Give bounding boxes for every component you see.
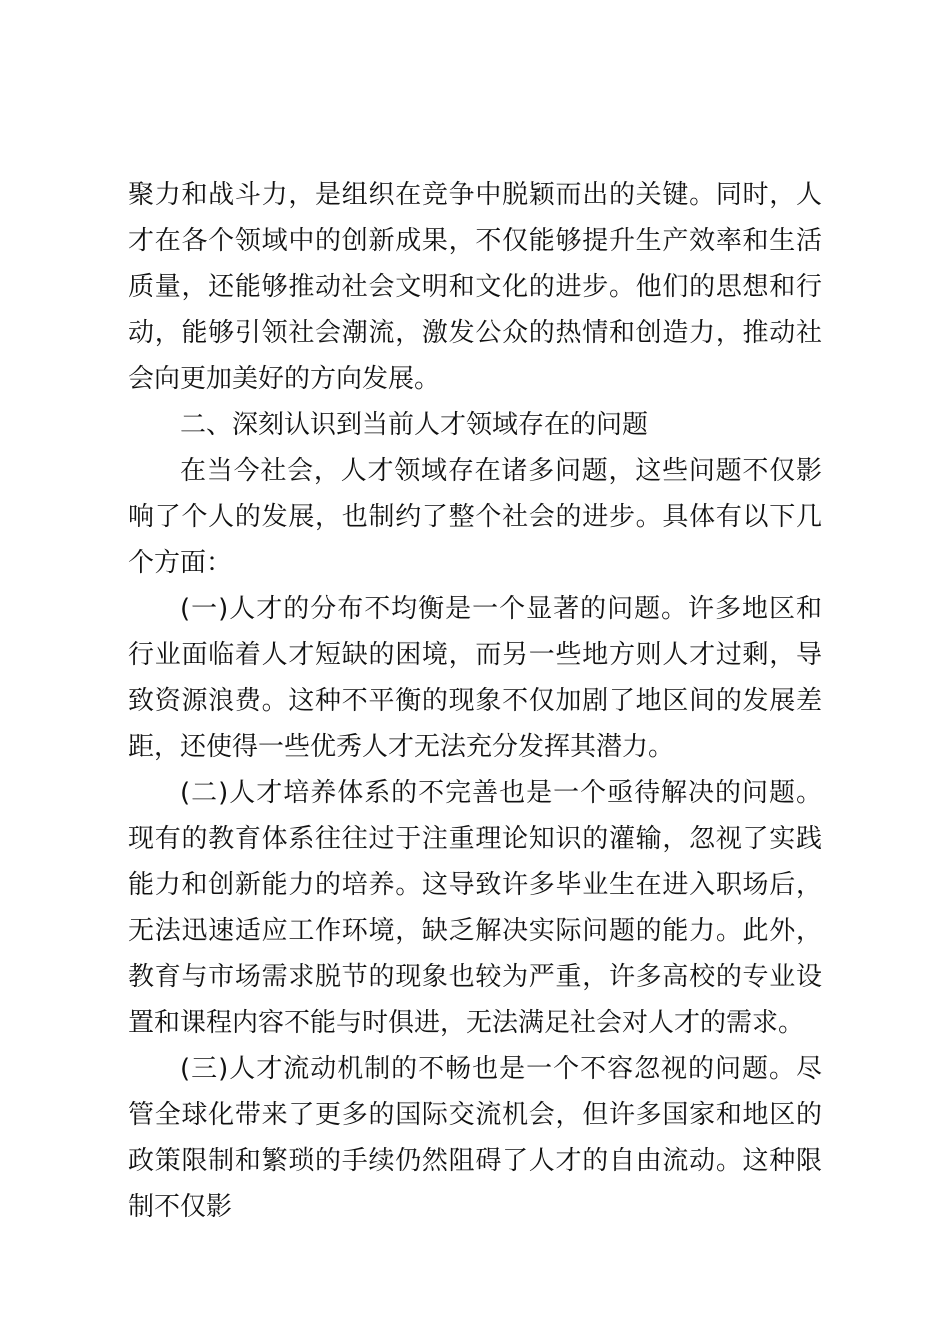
paragraph-item-3: (三)人才流动机制的不畅也是一个不容忽视的问题。尽管全球化带来了更多的国际交流机会，但许多国家和地区的政策限制和繁琐的手续仍然阻碍了人才的自由流动。这种限制不仅影 [128,1054,822,1222]
paragraph-item-2: (二)人才培养体系的不完善也是一个亟待解决的问题。现有的教育体系往往过于注重理论知识的灌输，忽视了实践能力和创新能力的培养。这导致许多毕业生在进入职场后，无法迅速适应工作环境，缺乏解决实际问题的能力。此外，教育与市场需求脱节的现象也较为严重，许多高校的专业设置和课程内容不能与时俱进，无法满足社会对人才的需求。 [128,778,822,1038]
document-body [128,172,822,1230]
section-heading: 二、深刻认识到当前人才领域存在的问题 [180,410,649,440]
paragraph-intro: 在当今社会，人才领域存在诸多问题，这些问题不仅影响了个人的发展，也制约了整个社会的进步。具体有以下几个方面： [128,456,822,578]
paragraph-continuation: 聚力和战斗力，是组织在竞争中脱颖而出的关键。同时，人才在各个领域中的创新成果，不仅能够提升生产效率和生活质量，还能够推动社会文明和文化的进步。他们的思想和行动，能够引领社会潮流，激发公众的热情和创造力，推动社会向更加美好的方向发展。 [128,180,822,394]
paragraph-item-1: (一)人才的分布不均衡是一个显著的问题。许多地区和行业面临着人才短缺的困境，而另一些地方则人才过剩，导致资源浪费。这种不平衡的现象不仅加剧了地区间的发展差距，还使得一些优秀人才无法充分发挥其潜力。 [128,594,822,762]
